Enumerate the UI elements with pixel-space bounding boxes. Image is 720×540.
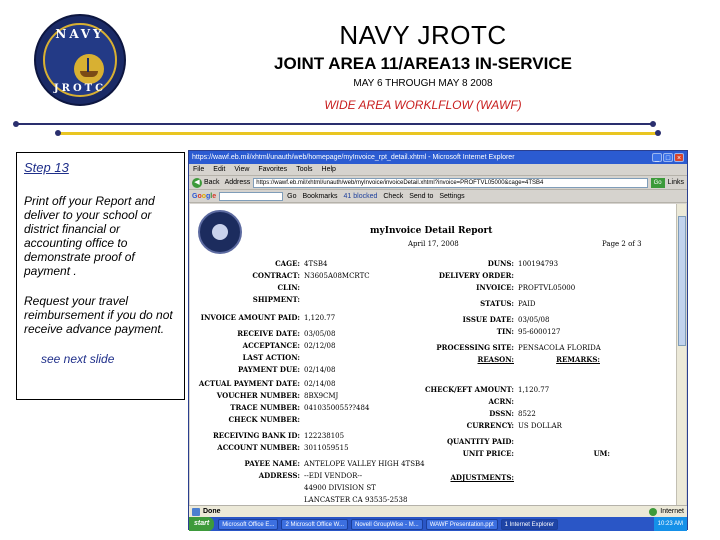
report-field-value: 03/05/08 [304, 330, 336, 338]
taskbar-item[interactable]: WAWF Presentation.ppt [426, 519, 498, 530]
taskbar-item-active[interactable]: 1 Internet Explorer [501, 519, 558, 530]
report-field-value: PAID [518, 300, 536, 308]
scrollbar-thumb[interactable] [678, 216, 686, 346]
links-button[interactable]: Links [667, 179, 684, 186]
taskbar-item[interactable]: Microsoft Office E... [218, 519, 278, 530]
menu-help[interactable]: Help [321, 166, 336, 173]
see-next-slide-link[interactable]: see next slide [41, 352, 115, 366]
report-field-value: ANTELOPE VALLEY HIGH 4TSB4 [304, 460, 425, 468]
report-field-value: 0410350055??484 [304, 404, 370, 412]
navy-divider [16, 123, 652, 125]
report-field-label: PROCESSING SITE: [436, 343, 514, 352]
report-field-label: ACTUAL PAYMENT DATE: [198, 379, 300, 388]
report-field-label: RECEIVE DATE: [237, 329, 300, 338]
google-search-button[interactable]: Go [287, 192, 297, 200]
report-field-value: 1,120.77 [518, 386, 550, 394]
report-field-label: DSSN: [489, 409, 514, 418]
taskbar-item[interactable]: 2 Microsoft Office W... [281, 519, 348, 530]
browser-window-screenshot [188, 150, 688, 530]
report-field-value: --EDI VENDOR-- [304, 472, 363, 480]
report-field-value: 02/14/08 [304, 366, 336, 374]
google-settings-button[interactable]: Settings [439, 192, 465, 200]
report-field-value: 100194793 [518, 260, 559, 268]
report-field-value: 8522 [518, 410, 536, 418]
browser-title: https://wawf.eb.mil/xhtml/unauth/web/homepage/myInvoice_rpt_detail.xhtml - Microsoft Internet Explorer [192, 154, 515, 161]
report-field-value: US DOLLAR [518, 422, 562, 430]
report-field-value: 02/12/08 [304, 342, 336, 350]
report-field-value: PENSACOLA FLORIDA [518, 344, 601, 352]
instruction-box [16, 152, 185, 400]
divider-dot-left [13, 121, 19, 127]
spell-check-button[interactable]: Check [383, 192, 404, 200]
address-toolbar [189, 176, 687, 190]
report-field-label: RECEIVING BANK ID: [212, 431, 300, 440]
report-field-label: UNIT PRICE: [462, 449, 514, 458]
menu-file[interactable]: File [193, 166, 205, 173]
event-dates: MAY 6 THROUGH MAY 8 2008 [353, 78, 493, 89]
report-field-value: 122238105 [304, 432, 345, 440]
step-heading: Step 13 [24, 160, 69, 175]
report-field-label: ACCOUNT NUMBER: [217, 443, 300, 452]
address-label: Address [224, 179, 251, 186]
report-field-value: 4TSB4 [304, 260, 328, 268]
dod-seal-icon [198, 210, 242, 254]
report-field-label: VOUCHER NUMBER: [216, 391, 300, 400]
report-field-label: PAYMENT DUE: [237, 365, 300, 374]
report-field-value: N3605A08MCRTC [304, 272, 370, 280]
report-field-label: CHECK/EFT AMOUNT: [424, 385, 514, 394]
report-field-label: PAYEE NAME: [244, 459, 300, 468]
system-clock: 10:23 AM [654, 517, 687, 531]
back-label: Back [204, 179, 220, 186]
report-field-label: CURRENCY: [466, 421, 514, 430]
report-field-label: UM: [593, 449, 610, 458]
logo-ring [43, 23, 117, 97]
report-field-value: 1,120.77 [304, 314, 336, 322]
google-toolbar [189, 190, 687, 203]
report-date: April 17, 2008 [408, 240, 459, 248]
status-text: Done [203, 508, 221, 515]
google-search-input[interactable] [219, 192, 283, 201]
minimize-icon[interactable]: _ [652, 153, 662, 162]
report-field-label: QUANTITY PAID: [446, 437, 514, 446]
divider-dot-right [650, 121, 656, 127]
report-field-label: INVOICE: [476, 283, 514, 292]
close-icon[interactable]: × [674, 153, 684, 162]
go-button[interactable]: Go [651, 178, 665, 188]
report-field-label: DELIVERY ORDER: [438, 271, 514, 280]
report-field-value: 44900 DIVISION ST [304, 484, 376, 492]
report-field-value: PROFTVL05000 [518, 284, 576, 292]
slide-title: NAVY JROTC [339, 20, 507, 50]
gold-divider-dot-right [655, 130, 661, 136]
taskbar-item[interactable]: Novell GroupWise - M... [351, 519, 423, 530]
report-title: myInvoice Detail Report [370, 226, 493, 236]
report-field-label: TIN: [496, 327, 514, 336]
report-field-label: REASON: [477, 355, 514, 364]
back-arrow-icon: ◀ [192, 178, 202, 188]
report-field-label: DUNS: [487, 259, 514, 268]
report-field-label: ACRN: [488, 397, 514, 406]
section-heading: WIDE AREA WORKLFLOW (WAWF) [324, 98, 522, 112]
report-field-value: LANCASTER CA 93535-2538 [304, 496, 408, 504]
instruction-reimbursement: Request your travel reimbursement if you do not receive advance payment. [24, 294, 173, 336]
windows-taskbar [189, 517, 687, 531]
report-field-label: STATUS: [480, 299, 514, 308]
slide-subtitle: JOINT AREA 11/AREA13 IN-SERVICE [274, 54, 572, 73]
google-bookmarks-button[interactable]: Bookmarks [302, 192, 338, 200]
logo-bottom-text: JROTC [53, 83, 107, 94]
address-input[interactable]: https://wawf.eb.mil/xhtml/unauth/web/myInvoice/invoiceDetail.xhtml?invoice=PROFTVL05000&cage=4TSB4 [253, 178, 647, 188]
internet-zone-icon [649, 508, 657, 516]
browser-statusbar [189, 505, 687, 517]
instruction-print-report: Print off your Report and deliver to your school or district financial or accounting office to demonstrate proof of payment . [24, 194, 155, 278]
report-field-value: 02/14/08 [304, 380, 336, 388]
report-field-label: ADJUSTMENTS: [450, 473, 514, 482]
report-page [190, 204, 678, 505]
report-field-value: 3011059515 [304, 444, 349, 452]
report-field-label: ISSUE DATE: [462, 315, 514, 324]
browser-titlebar [189, 151, 687, 164]
start-button[interactable]: start [189, 517, 214, 531]
report-field-label: INVOICE AMOUNT PAID: [200, 313, 300, 322]
maximize-icon[interactable]: □ [663, 153, 673, 162]
report-field-value: 03/05/08 [518, 316, 550, 324]
popup-blocked-button[interactable]: 41 blocked [343, 192, 378, 200]
menu-favorites[interactable]: Favorites [258, 166, 288, 173]
report-field-label: CHECK NUMBER: [228, 415, 300, 424]
report-field-label: CLIN: [277, 283, 300, 292]
report-field-label: SHIPMENT: [252, 295, 300, 304]
ship-emblem-icon [74, 54, 104, 84]
report-field-label: REMARKS: [556, 355, 600, 364]
menu-view[interactable]: View [234, 166, 250, 173]
report-field-label: ACCEPTANCE: [242, 341, 300, 350]
report-field-label: CONTRACT: [252, 271, 300, 280]
report-field-value: 8BX9CMJ [304, 392, 339, 400]
gold-divider-dot-left [55, 130, 61, 136]
report-field-label: LAST ACTION: [242, 353, 300, 362]
menu-edit[interactable]: Edit [213, 166, 226, 173]
status-zone: Internet [660, 508, 684, 515]
send-to-button[interactable]: Send to [409, 192, 434, 200]
navy-jrotc-logo [34, 14, 126, 106]
back-button[interactable] [192, 178, 220, 188]
google-logo: Google [192, 192, 217, 200]
report-field-label: CAGE: [275, 259, 300, 268]
report-field-value: 95-6000127 [518, 328, 561, 336]
vertical-scrollbar[interactable] [676, 204, 686, 505]
report-page-number: Page 2 of 3 [602, 240, 642, 248]
page-done-icon [192, 508, 200, 516]
gold-divider [58, 132, 658, 135]
report-field-label: ADDRESS: [258, 471, 300, 480]
report-field-label: TRACE NUMBER: [230, 403, 300, 412]
menu-tools[interactable]: Tools [296, 166, 313, 173]
browser-menubar [189, 164, 687, 176]
logo-top-text: NAVY [55, 27, 105, 41]
